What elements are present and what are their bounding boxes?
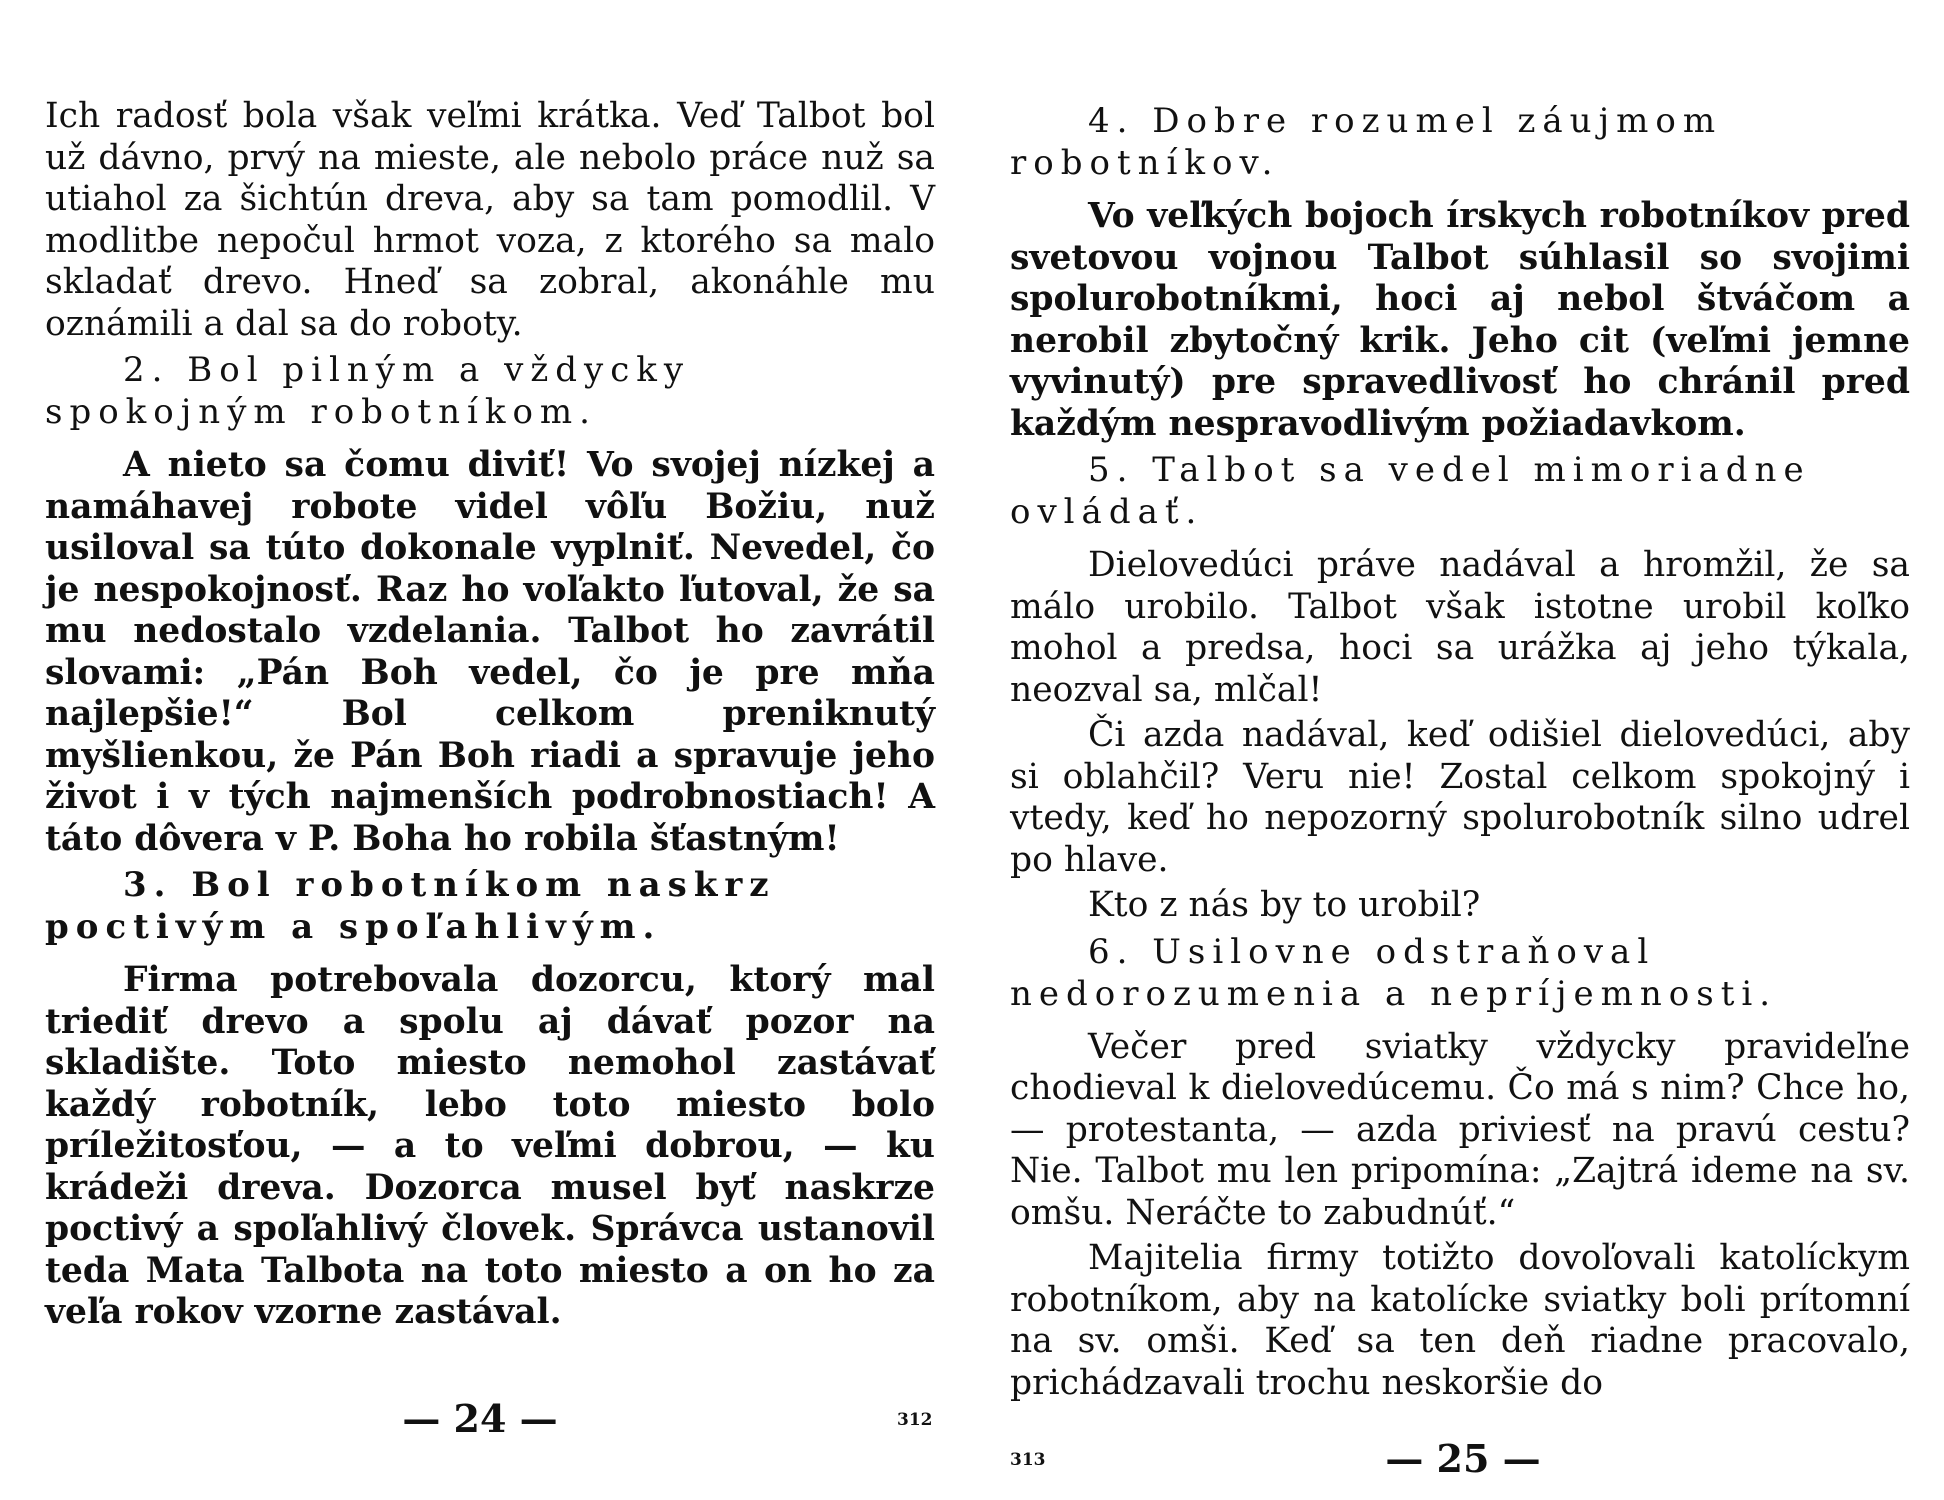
right-page-text xyxy=(1010,101,1910,1408)
paragraph: Vo veľkých bojoch írskych robotníkov pred svetovou vojnou Talbot súhlasil so svojimi spolurobotníkmi, hoci aj nebol štváčom a nerobil zbytočný krik. Jeho cit (veľmi jemne vyvinutý) pre spravedlivosť ho chránil pred každým nespravodlivým požiadavkom. xyxy=(1010,196,1910,444)
section-heading-5: 5. Talbot sa vedel mimoriadne ovládať. xyxy=(1010,450,1811,532)
section-heading-2: 2. Bol pilným a vždycky spokojným robotníkom. xyxy=(45,350,691,432)
paragraph: A nieto sa čomu diviť! Vo svojej nízkej a namáhavej robote videl vôľu Božiu, nuž usiloval sa túto dokonale vyplniť. Nevedel, čo je nespokojnosť. Raz ho voľakto ľutoval, že sa mu nedostalo vzdelania. Talbot ho zavrátil slovami: „Pán Boh vedel, čo je pre mňa najlepšie!“ Bol celkom preniknutý myšlienkou, že Pán Boh riadi a spravuje jeho život i v tých najmenších podrobnostiach! A táto dôvera v P. Boha ho robila šťastným! xyxy=(45,445,935,859)
paragraph: Ich radosť bola však veľmi krátka. Veď Talbot bol už dávno, prvý na mieste, ale nebolo práce nuž sa utiahol za šichtún dreva, aby sa tam pomodlil. V modlitbe nepočul hrmot voza, z ktorého sa malo skladať drevo. Hneď sa zobral, akonáhle mu oznámili a dal sa do roboty. xyxy=(45,96,935,344)
paragraph: Majitelia firmy totižto dovoľovali katolíckym robotníkom, aby na katolícke sviatky boli prítomní na sv. omši. Keď sa ten deň riadne pracovalo, prichádzavali trochu neskoršie do xyxy=(1010,1238,1910,1403)
paragraph: Večer pred sviatky vždycky pravideľne chodieval k dielovedúcemu. Čo má s nim? Chce ho, — protestanta, — azda priviesť na pravú cestu? Nie. Talbot mu len pripomína: „Zajtrá ideme na sv. omšu. Neráčte to zabudnúť.“ xyxy=(1010,1026,1910,1233)
section-heading-6: 6. Usilovne odstraňoval nedorozumenia a nepríjemnosti. xyxy=(1010,931,1778,1014)
section-heading-4: 4. Dobre rozumel záujmom robotníkov. xyxy=(1010,101,1723,183)
paragraph: Firma potrebovala dozorcu, ktorý mal triediť drevo a spolu aj dávať pozor na skladište. Toto miesto nemohol zastávať každý robotník, lebo toto miesto bolo príležitosťou, — a to veľmi dobrou, — ku krádeži dreva. Dozorca musel byť naskrze poctivý a spoľahlivý človek. Správca ustanovil teda Mata Talbota na toto miesto a on ho za veľa rokov vzorne zastával. xyxy=(45,960,935,1332)
page-number: — 24 — xyxy=(402,1396,558,1441)
right-page xyxy=(1010,0,1910,1500)
signature-mark: 313 xyxy=(1010,1450,1046,1470)
paragraph: Kto z nás by to urobil? xyxy=(1088,885,1481,925)
left-page-text xyxy=(45,96,935,1338)
left-page xyxy=(45,0,935,1500)
section-heading-3: 3. Bol robotníkom naskrz poctivým a spoľahlivým. xyxy=(45,865,776,947)
signature-mark: 312 xyxy=(897,1410,933,1430)
paragraph: Či azda nadával, keď odišiel dielovedúci, aby si oblahčil? Veru nie! Zostal celkom spokojný i vtedy, keď ho nepozorný spolurobotník silno udrel po hlave. xyxy=(1010,715,1910,880)
page-number: — 25 — xyxy=(1385,1436,1541,1481)
paragraph: Dielovedúci práve nadával a hromžil, že sa málo urobilo. Talbot však istotne urobil koľko mohol a predsa, hoci sa urážka aj jeho týkala, neozval sa, mlčal! xyxy=(1010,545,1910,710)
